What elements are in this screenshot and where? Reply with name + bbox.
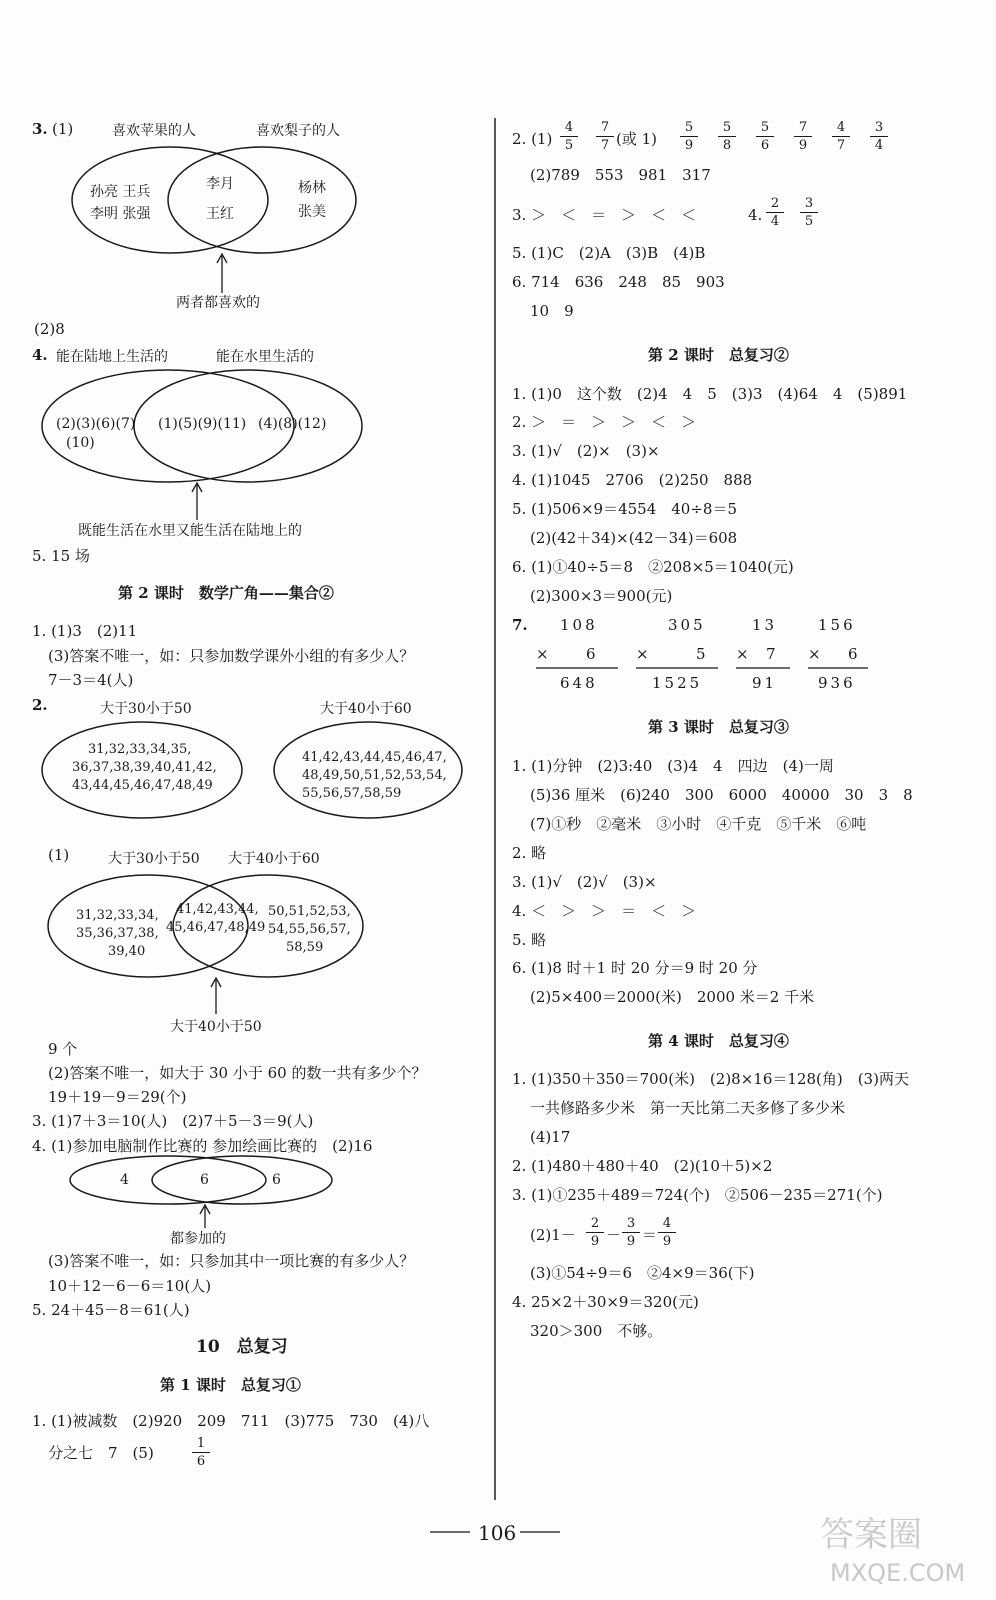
answer-line: 6. (1)8 时＋1 时 20 分＝9 时 20 分: [512, 959, 758, 977]
mult-factor: 6: [586, 645, 596, 663]
answer-line: (2)答案不唯一，如大于 30 小于 60 的数一共有多少个？: [48, 1064, 427, 1082]
set-label-apple: 喜欢苹果的人: [112, 123, 196, 139]
fraction: 1 6: [192, 1436, 210, 1469]
answer-line: 10 9: [530, 302, 574, 320]
venn-only-water: (4)(8)(12): [258, 416, 327, 432]
venn-only-b: 54,55,56,57,: [268, 922, 351, 937]
pointer-label: 都参加的: [170, 1231, 226, 1247]
answer-line: 2. ＞ ＝ ＞ ＞ ＜ ＞: [512, 413, 697, 431]
answer-line: (4)17: [530, 1128, 571, 1146]
mult-top: 305: [668, 616, 706, 634]
operator: －: [606, 1226, 622, 1244]
fraction: 3 5: [800, 196, 818, 229]
answer-line: 5. 24＋45－8＝61(人): [32, 1301, 190, 1319]
answer-line: 一共修路多少米 第一天比第二天多修了多少米: [530, 1099, 846, 1117]
question-part: (1): [48, 846, 70, 864]
venn-both: 王红: [206, 206, 234, 222]
set-members: 36,37,38,39,40,41,42,: [72, 760, 217, 775]
answer-line: 1. (1)分钟 (2)3:40 (3)4 4 四边 (4)一周: [512, 757, 834, 775]
answer-line: (5)36 厘米 (6)240 300 6000 40000 30 3 8: [530, 786, 913, 804]
answer-line: (3)答案不唯一，如：只参加数学课外小组的有多少人？: [48, 647, 415, 665]
mult-result: 1525: [652, 674, 703, 692]
venn-both: 45,46,47,48,49: [166, 920, 266, 935]
answer-line: 1. (1)0 这个数 (2)4 4 5 (3)3 (4)64 4 (5)891: [512, 385, 908, 403]
answer-line: (3)答案不唯一，如：只参加其中一项比赛的有多少人？: [48, 1252, 415, 1270]
venn-only-b: 6: [272, 1172, 281, 1188]
set-label: 大于30小于50: [100, 701, 192, 717]
mult-factor: 7: [766, 645, 776, 663]
venn-only-b: 58,59: [286, 940, 324, 955]
fraction: 3 4: [870, 120, 888, 153]
venn-only-b: 50,51,52,53,: [268, 904, 351, 919]
answer-line: 5. 略: [512, 931, 547, 949]
venn-only-land: (2)(3)(6)(7): [56, 416, 136, 432]
section-heading: 第 1 课时 总复习①: [160, 1376, 301, 1394]
times-sign: ×: [636, 645, 649, 663]
answer-line: 4. (1)1045 2706 (2)250 888: [512, 471, 753, 489]
answer-line: 4. (1)参加电脑制作比赛的 参加绘画比赛的 (2)16: [32, 1137, 373, 1155]
answer-line: (2)8: [34, 320, 65, 338]
answer-line: (3)①54÷9＝6 ②4×9＝36(下): [530, 1264, 755, 1282]
mult-result: 936: [818, 674, 856, 692]
fraction: 4 5: [560, 120, 578, 153]
times-sign: ×: [536, 645, 549, 663]
mult-result: 648: [560, 674, 598, 692]
answer-line: (7)①秒 ②毫米 ③小时 ④千克 ⑤千米 ⑥吨: [530, 815, 867, 833]
venn-pear-ellipse: [168, 147, 356, 253]
section-heading: 第 2 课时 数学广角——集合②: [118, 584, 334, 602]
answer-note: (或 1): [616, 130, 658, 148]
answer-line: (2)5×400＝2000(米) 2000 米＝2 千米: [530, 988, 815, 1006]
fraction: 4 9: [658, 1216, 676, 1249]
pointer-label: 既能生活在水里又能生活在陆地上的: [78, 523, 302, 539]
answer-line: (2)(42＋34)×(42－34)＝608: [530, 529, 738, 547]
times-sign: ×: [736, 645, 749, 663]
section-heading: 第 2 课时 总复习②: [648, 346, 789, 364]
venn-only-apple: 李明 张强: [90, 206, 151, 222]
mult-factor: 5: [696, 645, 706, 663]
answer-line: 5. 15 场: [32, 547, 90, 565]
answer-line: (2)300×3＝900(元): [530, 587, 673, 605]
fraction: 7 9: [794, 120, 812, 153]
set-label-water: 能在水里生活的: [216, 349, 314, 365]
answer-line: 6. 714 636 248 85 903: [512, 273, 725, 291]
venn-only-pear: 杨林: [298, 180, 326, 196]
fraction: 2 4: [766, 196, 784, 229]
fraction: 3 9: [622, 1216, 640, 1249]
question-number: 4.: [748, 206, 763, 224]
answer-line: (2)1－: [530, 1226, 576, 1244]
answer-line: 4. 25×2＋30×9＝320(元): [512, 1293, 699, 1311]
watermark-url: MXQE.COM: [830, 1559, 966, 1587]
watermark-logo: 答案圈: [820, 1515, 922, 1555]
set-label-land: 能在陆地上生活的: [56, 349, 168, 365]
venn-only-a: 31,32,33,34,: [76, 908, 159, 923]
answer-line: 6. (1)①40÷5＝8 ②208×5＝1040(元): [512, 558, 794, 576]
fraction: 4 7: [832, 120, 850, 153]
answer-line: 19＋19－9＝29(个): [48, 1088, 187, 1106]
venn-only-pear: 张美: [298, 204, 326, 220]
answer-line: 3. (1)√ (2)√ (3)×: [512, 873, 657, 891]
venn-both: 6: [200, 1172, 209, 1188]
operator: ＝: [642, 1226, 658, 1244]
venn-only-a: 39,40: [108, 944, 146, 959]
answer-line: 1. (1)被减数 (2)920 209 711 (3)775 730 (4)八: [32, 1412, 430, 1430]
section-heading: 第 3 课时 总复习③: [648, 718, 789, 736]
venn-both: 41,42,43,44,: [176, 902, 259, 917]
answer-line: 3. (1)①235＋489＝724(个) ②506－235＝271(个): [512, 1186, 883, 1204]
answer-line: 1. (1)3 (2)11: [32, 622, 138, 640]
question-number: 7.: [512, 616, 528, 634]
answer-line: (2)789 553 981 317: [530, 166, 711, 184]
venn-both: (1)(5)(9)(11): [158, 416, 247, 432]
venn-only-land: (10): [66, 435, 95, 451]
set-label: 大于40小于60: [228, 851, 320, 867]
question-number: 3.: [32, 120, 48, 138]
times-sign: ×: [808, 645, 821, 663]
mult-top: 108: [560, 616, 598, 634]
answer-line: 7－3＝4(人): [48, 671, 134, 689]
fraction: 5 8: [718, 120, 736, 153]
venn-both: 李月: [206, 176, 234, 192]
fraction: 5 9: [680, 120, 698, 153]
answer-line: 320＞300 不够。: [530, 1322, 663, 1340]
fraction: 2 9: [586, 1216, 604, 1249]
set-members: 48,49,50,51,52,53,54,: [302, 768, 447, 783]
venn-only-a: 4: [120, 1172, 129, 1188]
set-label: 大于40小于60: [320, 701, 412, 717]
set-label-pear: 喜欢梨子的人: [256, 123, 340, 139]
page-number: 106: [478, 1521, 517, 1545]
answer-line: 2. (1): [512, 130, 553, 148]
section-heading: 第 4 课时 总复习④: [648, 1032, 789, 1050]
answer-line: 3. (1)7＋3＝10(人) (2)7＋5－3＝9(人): [32, 1112, 314, 1130]
answer-line: 5. (1)506×9＝4554 40÷8＝5: [512, 500, 737, 518]
set-members: 41,42,43,44,45,46,47,: [302, 750, 447, 765]
mult-result: 91: [752, 674, 778, 692]
answer-line: 分之七 7 (5): [48, 1444, 154, 1462]
answer-line: 9 个: [48, 1040, 78, 1058]
mult-factor: 6: [848, 645, 858, 663]
mult-top: 156: [818, 616, 856, 634]
answer-line: 1. (1)350＋350＝700(米) (2)8×16＝128(角) (3)两天: [512, 1070, 909, 1088]
answer-line: 10＋12－6－6＝10(人): [48, 1277, 212, 1295]
question-part: (1): [52, 120, 74, 138]
chapter-heading: 10 总复习: [196, 1337, 288, 1357]
pointer-label: 大于40小于50: [170, 1019, 262, 1035]
set-members: 43,44,45,46,47,48,49: [72, 778, 213, 793]
fraction: 5 6: [756, 120, 774, 153]
answer-line: 5. (1)C (2)A (3)B (4)B: [512, 244, 706, 262]
answer-line: 4. ＜ ＞ ＞ ＝ ＜ ＞: [512, 902, 697, 920]
answer-line: 2. (1)480＋480＋40 (2)(10＋5)×2: [512, 1157, 773, 1175]
question-number: 4.: [32, 346, 48, 364]
set-members: 31,32,33,34,35,: [88, 742, 192, 757]
answer-line: 2. 略: [512, 844, 547, 862]
set-members: 55,56,57,58,59: [302, 786, 402, 801]
set-label: 大于30小于50: [108, 851, 200, 867]
pointer-label: 两者都喜欢的: [176, 295, 260, 311]
fraction: 7 7: [596, 120, 614, 153]
question-number: 2.: [32, 696, 48, 714]
venn-computer-ellipse: [70, 1156, 266, 1204]
venn-painting-ellipse: [152, 1156, 332, 1204]
answer-line: 3. (1)√ (2)× (3)×: [512, 442, 660, 460]
answer-line: 3. ＞ ＜ ＝ ＞ ＜ ＜: [512, 206, 697, 224]
venn-only-apple: 孙亮 王兵: [90, 184, 151, 200]
mult-top: 13: [752, 616, 778, 634]
venn-only-a: 35,36,37,38,: [76, 926, 159, 941]
